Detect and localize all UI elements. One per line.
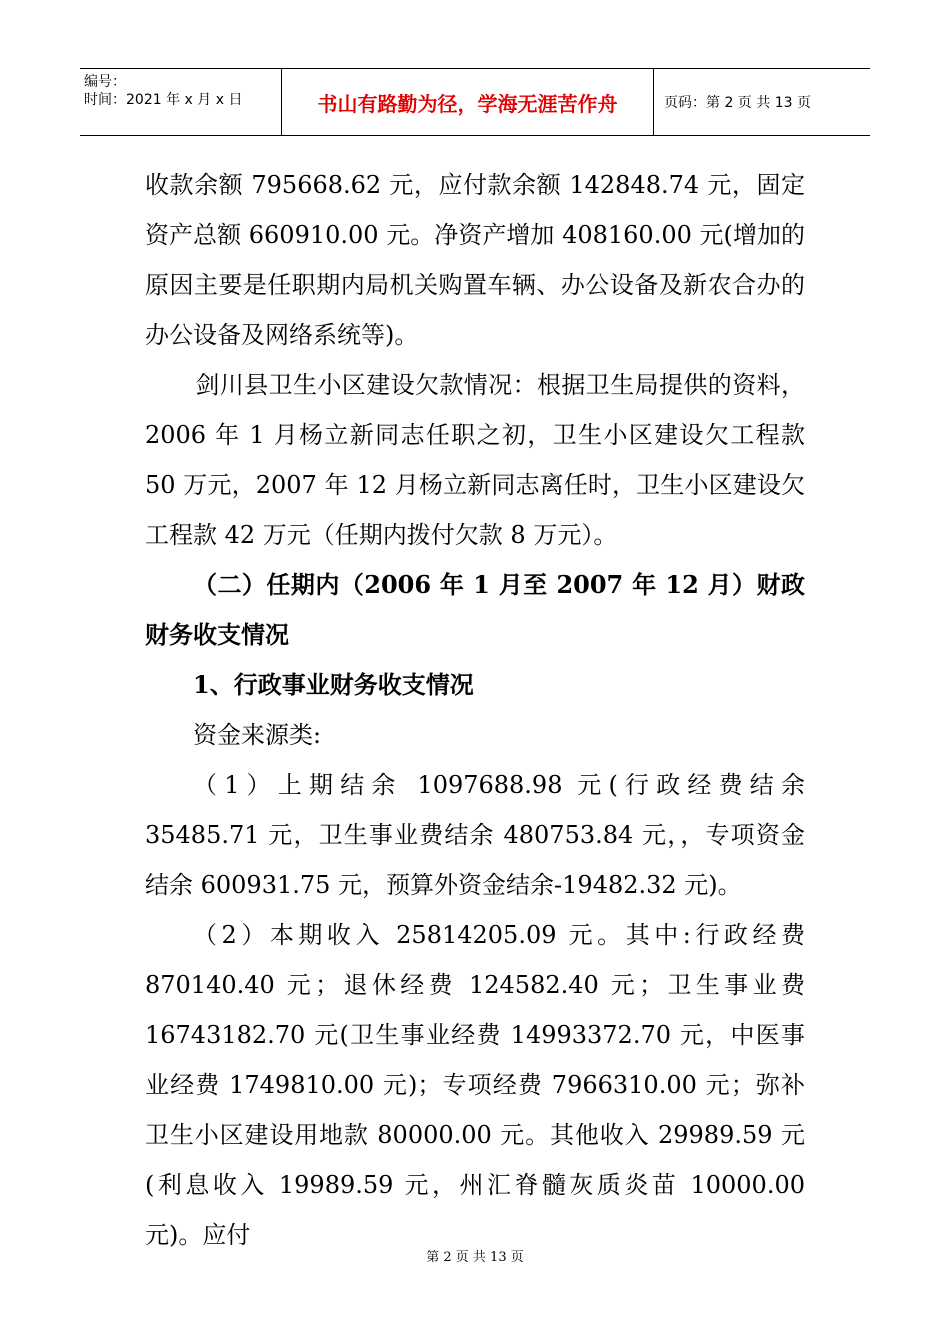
paragraph-current-income: （2）本期收入 25814205.09 元。其中:行政经费 870140.40 元；退休经费 124582.40 元；卫生事业费 16743182.70 元(卫生事业经费 14993372.70 元，中医事业经费 1749810.00 元)；专项经费 7966310.00 元；弥补卫生小区建设用地款 80000.00 元。其他收入 29989.59 元(利息收入 19989.59 元，州汇脊髓灰质炎苗 10000.00 元)。应付 — [145, 921, 805, 1249]
paragraph-previous-balance: （1）上期结余 1097688.98 元(行政经费结余 35485.71 元，卫生事业费结余 480753.84 元，，专项资金结余 600931.75 元，预算外资金结余-19482.32 元)。 — [145, 771, 805, 899]
document-body — [145, 160, 805, 1260]
paragraph-fund-source: 资金来源类: — [193, 721, 322, 749]
number-label: 编号： — [84, 74, 126, 90]
subsection-heading-1: 1、行政事业财务收支情况 — [193, 670, 474, 699]
paragraph-assets: 收款余额 795668.62 元，应付款余额 142848.74 元，固定资产总额 660910.00 元。净资产增加 408160.00 元(增加的原因主要是任职期内局机关购置车辆、办公设备及新农合办的办公设备及网络系统等)。 — [145, 171, 805, 349]
paragraph-construction-debt: 剑川县卫生小区建设欠款情况：根据卫生局提供的资料，2006 年 1 月杨立新同志任职之初，卫生小区建设欠工程款 50 万元，2007 年 12 月杨立新同志离任时，卫生小区建设欠工程款 42 万元（任期内拨付欠款 8 万元）。 — [145, 371, 805, 549]
page-header — [80, 68, 870, 136]
header-page-info: 页码：第 2 页 共 13 页 — [664, 95, 811, 111]
header-meta — [80, 69, 282, 135]
page-footer: 第 2 页 共 13 页 — [426, 1250, 524, 1265]
header-motto: 书山有路勤为径，学海无涯苦作舟 — [282, 69, 654, 135]
time-label: 时间：2021 年 x 月 x 日 — [84, 92, 243, 108]
section-heading-2: （二）任期内（2006 年 1 月至 2007 年 12 月）财政财务收支情况 — [145, 570, 805, 649]
